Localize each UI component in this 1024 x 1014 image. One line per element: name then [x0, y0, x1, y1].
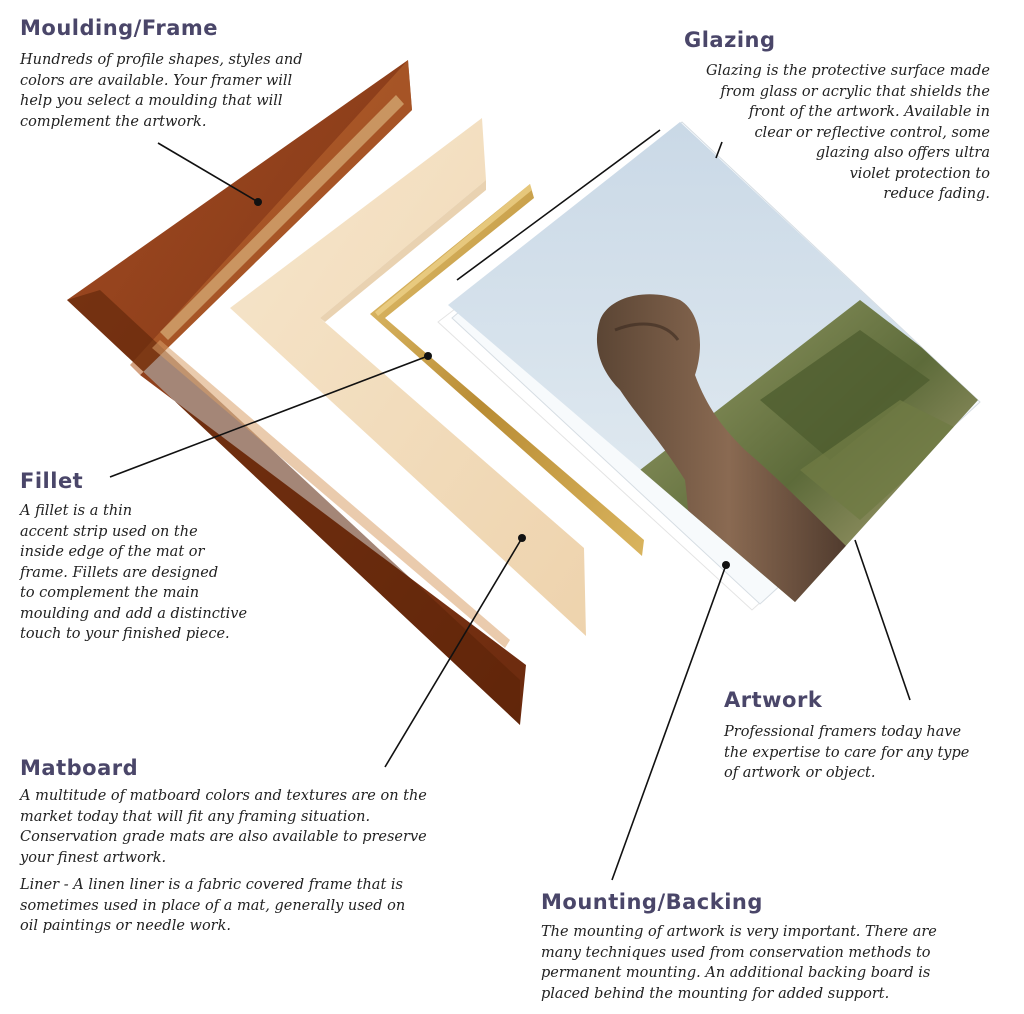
- leader-line-artwork: [855, 540, 910, 700]
- fillet-description: A fillet is a thin accent strip used on the inside edge of the mat or frame. Fillets are designed to complement the main moulding and add a distinctive touch to your finished piece.: [20, 503, 248, 642]
- leader-dot-moulding: [254, 198, 262, 206]
- mounting-backing-description: The mounting of artwork is very important. There are many techniques used from conservation methods to permanent mounting. An additional backing board is placed behind the mounting for added support.: [541, 924, 937, 1002]
- leader-dot-mounting: [722, 561, 730, 569]
- glazing-title: Glazing: [684, 28, 776, 52]
- matboard-title: Matboard: [20, 756, 139, 780]
- liner-description: Liner - A linen liner is a fabric covered frame that is sometimes used in place of a mat, generally used on oil paintings or needle work.: [20, 877, 406, 934]
- leader-line-mounting: [612, 565, 726, 880]
- mounting-backing-title: Mounting/Backing: [541, 890, 763, 914]
- matboard-description: A multitude of matboard colors and textures are on the market today that will fit any framing situation. Conservation grade mats are also available to preserve your finest artwork.: [20, 788, 427, 866]
- moulding-frame-title: Moulding/Frame: [20, 16, 219, 40]
- artwork-title: Artwork: [724, 688, 823, 712]
- glazing-description: Glazing is the protective surface made from glass or acrylic that shields the front of the artwork. Available in clear or reflective control, some glazing also offers ultra violet protection to reduce fading.: [705, 63, 990, 202]
- leader-dot-fillet: [424, 352, 432, 360]
- leader-dot-matboard: [518, 534, 526, 542]
- artwork-description: Professional framers today have the expertise to care for any type of artwork or object.: [724, 724, 970, 781]
- moulding-frame-description: Hundreds of profile shapes, styles and colors are available. Your framer will help you select a moulding that will complement the artwork.: [20, 52, 303, 130]
- leader-line-moulding: [158, 143, 258, 202]
- fillet-title: Fillet: [20, 469, 84, 493]
